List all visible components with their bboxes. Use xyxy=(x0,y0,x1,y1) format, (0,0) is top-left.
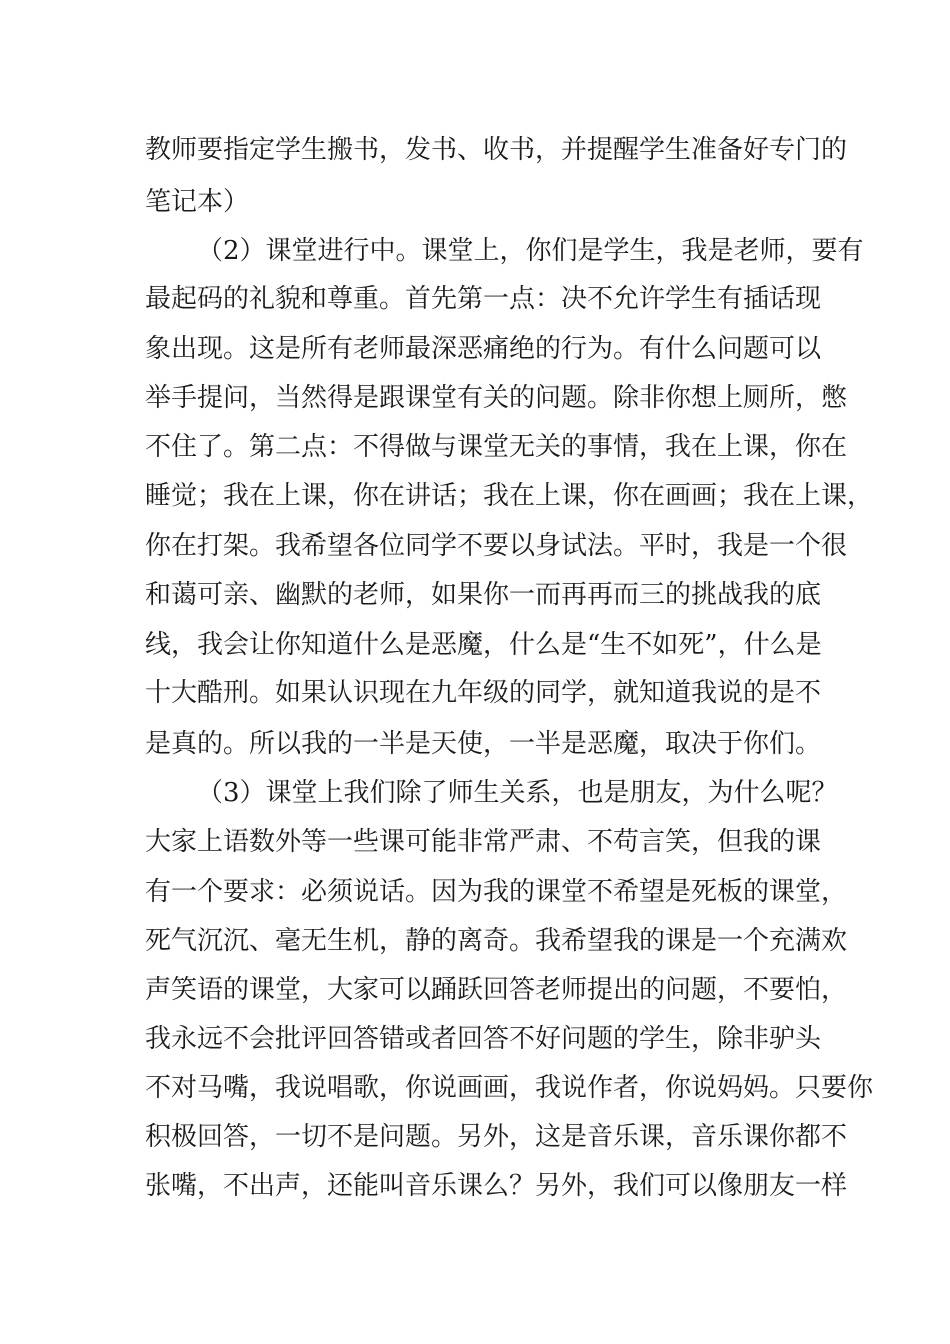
text-line: （2）课堂进行中。课堂上，你们是学生，我是老师，要有 xyxy=(197,236,864,266)
text-line: 是真的。所以我的一半是天使，一半是恶魔，取决于你们。 xyxy=(145,729,822,759)
text-line: 线，我会让你知道什么是恶魔，什么是“生不如死”，什么是 xyxy=(145,630,822,660)
text-line: 笔记本） xyxy=(145,187,250,217)
text-line: 最起码的礼貌和尊重。首先第一点：决不允许学生有插话现 xyxy=(145,284,822,314)
text-line: 张嘴，不出声，还能叫音乐课么？另外，我们可以像朋友一样 xyxy=(145,1171,848,1201)
text-line: 举手提问，当然得是跟课堂有关的问题。除非你想上厕所，憋 xyxy=(145,383,848,413)
text-line: 大家上语数外等一些课可能非常严肃、不苟言笑，但我的课 xyxy=(145,827,822,857)
text-line: 我永远不会批评回答错或者回答不好问题的学生，除非驴头 xyxy=(145,1024,822,1054)
text-line: 十大酷刑。如果认识现在九年级的同学，就知道我说的是不 xyxy=(145,678,822,708)
text-line: （3）课堂上我们除了师生关系，也是朋友，为什么呢？ xyxy=(197,778,838,808)
text-line: 死气沉沉、毫无生机，静的离奇。我希望我的课是一个充满欢 xyxy=(145,926,848,956)
text-line: 和蔼可亲、幽默的老师，如果你一而再再而三的挑战我的底 xyxy=(145,580,822,610)
text-line: 有一个要求：必须说话。因为我的课堂不希望是死板的课堂， xyxy=(145,877,848,907)
text-line: 不对马嘴，我说唱歌，你说画画，我说作者，你说妈妈。只要你 xyxy=(145,1073,874,1103)
text-line: 教师要指定学生搬书，发书、收书，并提醒学生准备好专门的 xyxy=(145,135,848,165)
text-line: 不住了。第二点：不得做与课堂无关的事情，我在上课，你在 xyxy=(145,432,848,462)
text-line: 象出现。这是所有老师最深恶痛绝的行为。有什么问题可以 xyxy=(145,334,822,364)
text-line: 积极回答，一切不是问题。另外，这是音乐课，音乐课你都不 xyxy=(145,1122,848,1152)
text-line: 睡觉；我在上课，你在讲话；我在上课，你在画画；我在上课， xyxy=(145,481,874,511)
text-line: 你在打架。我希望各位同学不要以身试法。平时，我是一个很 xyxy=(145,531,848,561)
text-line: 声笑语的课堂，大家可以踊跃回答老师提出的问题，不要怕， xyxy=(145,975,848,1005)
